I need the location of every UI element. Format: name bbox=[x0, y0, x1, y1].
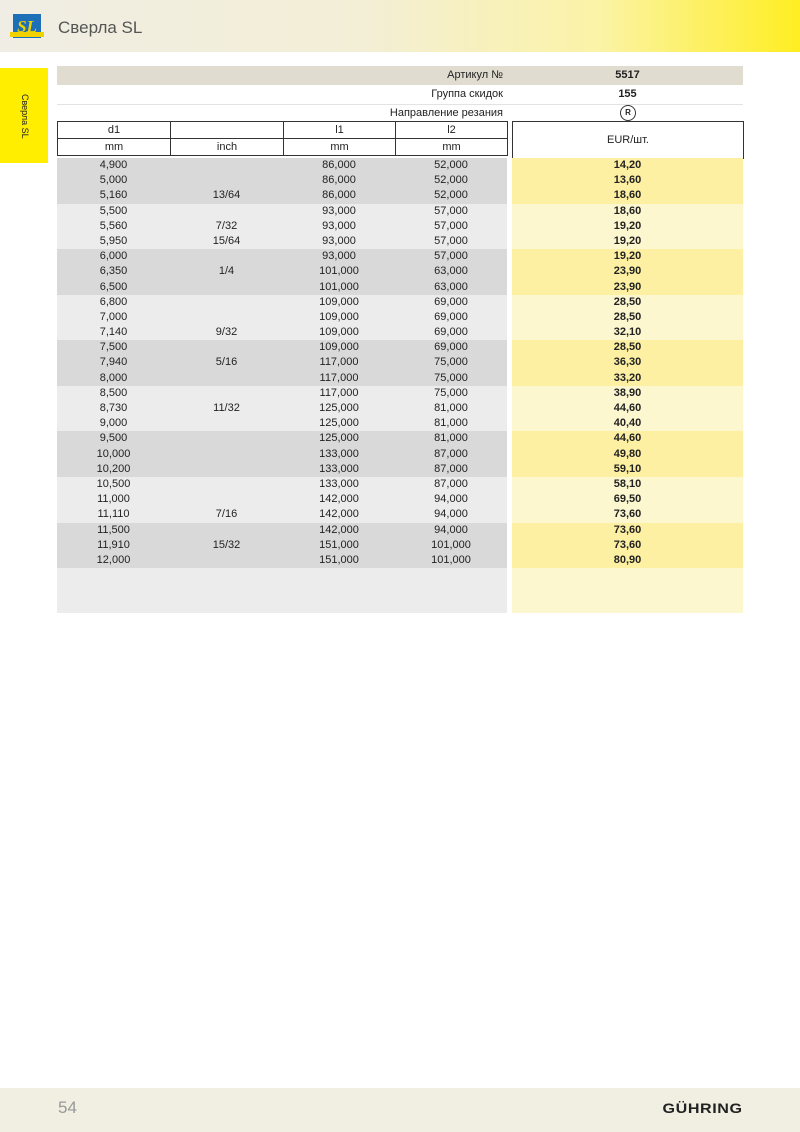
cell-l1: 117,000 bbox=[319, 371, 359, 384]
cell-inch: 15/64 bbox=[212, 234, 241, 247]
cell-d1: 11,910 bbox=[97, 538, 130, 551]
row-group bbox=[57, 158, 507, 204]
cell-l1: 133,000 bbox=[319, 447, 359, 460]
table-row bbox=[57, 355, 507, 370]
price-cell: 80,90 bbox=[613, 553, 642, 566]
cell-l2: 63,000 bbox=[434, 265, 468, 278]
cell-l1: 142,000 bbox=[319, 508, 359, 521]
cell-inch: 15/32 bbox=[212, 538, 241, 551]
table-row bbox=[57, 188, 507, 203]
cell-d1: 6,800 bbox=[99, 295, 128, 308]
price-cell: 44,60 bbox=[613, 402, 642, 414]
table-row bbox=[57, 523, 507, 538]
row-group bbox=[57, 295, 507, 341]
price-cell: 73,60 bbox=[613, 523, 642, 536]
page-footer bbox=[0, 1088, 800, 1132]
cell-l1: 151,000 bbox=[319, 538, 359, 551]
price-cell: 28,50 bbox=[613, 341, 642, 354]
table-row bbox=[57, 462, 507, 477]
column-header-table bbox=[57, 121, 508, 156]
price-cell: 69,50 bbox=[613, 493, 642, 506]
price-cell: 33,20 bbox=[613, 371, 642, 384]
cell-l2: 57,000 bbox=[434, 234, 468, 247]
direction-row bbox=[57, 104, 743, 122]
table-row bbox=[57, 325, 507, 340]
cell-d1: 5,160 bbox=[99, 189, 128, 202]
price-group bbox=[512, 204, 743, 250]
price-cell: 49,80 bbox=[613, 447, 642, 460]
page-number: 54 bbox=[58, 1098, 77, 1117]
cell-l1: 117,000 bbox=[319, 356, 359, 369]
cell-d1: 5,560 bbox=[99, 219, 128, 232]
cell-d1: 7,940 bbox=[99, 356, 128, 369]
price-group bbox=[512, 523, 743, 569]
price-group bbox=[512, 477, 743, 523]
price-cell: 23,90 bbox=[613, 280, 642, 293]
cell-d1: 7,500 bbox=[99, 341, 128, 354]
cell-l2: 57,000 bbox=[434, 250, 468, 263]
header-inch-blank bbox=[171, 122, 284, 139]
cell-d1: 6,000 bbox=[99, 250, 128, 263]
cell-l1: 133,000 bbox=[319, 462, 359, 475]
cell-l1: 86,000 bbox=[322, 159, 356, 171]
cell-l2: 94,000 bbox=[434, 493, 468, 506]
header-title: Сверла SL bbox=[58, 18, 143, 37]
discount-value: 155 bbox=[618, 88, 637, 100]
row-group bbox=[57, 340, 507, 386]
cell-l2: 57,000 bbox=[434, 204, 468, 217]
cell-l2: 75,000 bbox=[434, 356, 468, 369]
price-cell: 38,90 bbox=[613, 386, 642, 399]
cell-l2: 87,000 bbox=[434, 447, 468, 460]
cell-l1: 117,000 bbox=[319, 386, 359, 399]
price-cell: 14,20 bbox=[613, 159, 642, 171]
cell-l1: 125,000 bbox=[319, 402, 359, 414]
cell-d1: 8,000 bbox=[99, 371, 128, 384]
table-row bbox=[57, 507, 507, 522]
table-row bbox=[57, 538, 507, 553]
article-row bbox=[57, 66, 743, 85]
cell-l2: 94,000 bbox=[434, 523, 468, 536]
cell-d1: 10,200 bbox=[96, 462, 131, 475]
price-cell: 28,50 bbox=[613, 295, 642, 308]
discount-row bbox=[57, 86, 743, 105]
cell-l1: 101,000 bbox=[319, 265, 359, 278]
dimensions-table bbox=[57, 158, 507, 613]
cell-d1: 9,000 bbox=[99, 417, 128, 430]
cell-d1: 12,000 bbox=[96, 553, 131, 566]
cell-inch: 1/4 bbox=[218, 265, 235, 278]
cell-l2: 87,000 bbox=[434, 477, 468, 490]
cell-d1: 10,000 bbox=[96, 447, 131, 460]
price-cell: 18,60 bbox=[613, 204, 642, 217]
unit-l2: mm bbox=[396, 139, 508, 156]
cell-l1: 109,000 bbox=[319, 341, 359, 354]
price-column bbox=[512, 158, 743, 613]
header-l2: l2 bbox=[396, 122, 508, 139]
table-row bbox=[57, 401, 507, 416]
svg-text:SL: SL bbox=[17, 17, 37, 36]
row-group bbox=[57, 477, 507, 523]
cell-l1: 125,000 bbox=[319, 432, 359, 445]
discount-label: Группа скидок bbox=[431, 88, 503, 100]
price-cell: 32,10 bbox=[613, 326, 642, 339]
cell-l2: 101,000 bbox=[431, 553, 471, 566]
side-tab-label: Сверла SL bbox=[20, 94, 30, 139]
price-group bbox=[512, 431, 743, 477]
table-row bbox=[57, 447, 507, 462]
price-cell: 44,60 bbox=[613, 432, 642, 445]
table-row bbox=[57, 386, 507, 401]
header-d1: d1 bbox=[58, 122, 171, 139]
cell-l2: 69,000 bbox=[434, 341, 468, 354]
cell-l2: 63,000 bbox=[434, 280, 468, 293]
table-row bbox=[57, 310, 507, 325]
table-row bbox=[57, 340, 507, 355]
article-value: 5517 bbox=[615, 69, 640, 81]
cell-l2: 52,000 bbox=[434, 159, 468, 171]
cell-l2: 57,000 bbox=[434, 219, 468, 232]
table-row bbox=[57, 295, 507, 310]
table-filler bbox=[57, 568, 507, 613]
table-row bbox=[57, 492, 507, 507]
cell-l2: 94,000 bbox=[434, 508, 468, 521]
cell-l1: 93,000 bbox=[322, 204, 356, 217]
unit-d1: mm bbox=[58, 139, 171, 156]
cell-l1: 109,000 bbox=[319, 326, 359, 339]
table-row bbox=[57, 431, 507, 446]
cell-l2: 81,000 bbox=[434, 402, 468, 414]
cell-l1: 151,000 bbox=[319, 553, 359, 566]
cell-inch: 7/32 bbox=[215, 219, 238, 232]
cell-l1: 125,000 bbox=[319, 417, 359, 430]
price-cell: 58,10 bbox=[613, 477, 642, 490]
row-group bbox=[57, 523, 507, 569]
cell-l1: 86,000 bbox=[322, 174, 356, 187]
cell-l2: 52,000 bbox=[434, 189, 468, 202]
table-row bbox=[57, 264, 507, 279]
cell-d1: 8,730 bbox=[99, 402, 128, 414]
price-cell: 59,10 bbox=[613, 462, 642, 475]
cell-inch: 13/64 bbox=[212, 189, 241, 202]
cell-d1: 7,140 bbox=[99, 326, 128, 339]
price-cell: 19,20 bbox=[613, 219, 642, 232]
row-group bbox=[57, 249, 507, 295]
cell-d1: 6,500 bbox=[99, 280, 128, 293]
cell-l1: 109,000 bbox=[319, 310, 359, 323]
table-row bbox=[57, 173, 507, 188]
table-row bbox=[57, 249, 507, 264]
table-row bbox=[57, 371, 507, 386]
table-row bbox=[57, 477, 507, 492]
cell-d1: 4,900 bbox=[99, 159, 128, 171]
cell-l2: 81,000 bbox=[434, 417, 468, 430]
cell-l1: 101,000 bbox=[319, 280, 359, 293]
cell-l2: 69,000 bbox=[434, 326, 468, 339]
table-row bbox=[57, 416, 507, 431]
cell-l2: 52,000 bbox=[434, 174, 468, 187]
brand-logo: GÜHRING bbox=[662, 1100, 743, 1116]
direction-label: Направление резания bbox=[389, 107, 503, 119]
cell-l1: 142,000 bbox=[319, 523, 359, 536]
cell-d1: 11,110 bbox=[97, 508, 130, 521]
price-cell: 13,60 bbox=[613, 174, 642, 187]
unit-l1: mm bbox=[284, 139, 396, 156]
cell-l1: 93,000 bbox=[322, 234, 356, 247]
price-cell: 73,60 bbox=[613, 508, 642, 521]
price-group bbox=[512, 158, 743, 204]
cell-inch: 5/16 bbox=[215, 356, 238, 369]
cell-inch: 7/16 bbox=[215, 508, 238, 521]
cell-d1: 5,950 bbox=[99, 234, 128, 247]
price-group bbox=[512, 249, 743, 295]
right-hand-cutting-icon: R bbox=[620, 105, 636, 121]
article-label: Артикул № bbox=[447, 69, 503, 81]
table-row bbox=[57, 280, 507, 295]
sl-logo-icon bbox=[10, 12, 44, 42]
price-group bbox=[512, 340, 743, 386]
row-group bbox=[57, 204, 507, 250]
cell-l2: 69,000 bbox=[434, 310, 468, 323]
cell-d1: 6,350 bbox=[99, 265, 128, 278]
cell-l2: 69,000 bbox=[434, 295, 468, 308]
unit-inch: inch bbox=[171, 139, 284, 156]
price-cell: 19,20 bbox=[613, 250, 642, 263]
price-group bbox=[512, 386, 743, 432]
cell-d1: 11,500 bbox=[97, 523, 130, 536]
table-row bbox=[57, 219, 507, 234]
price-cell: 18,60 bbox=[613, 189, 642, 202]
table-row bbox=[57, 234, 507, 249]
page-header bbox=[0, 0, 800, 52]
table-row bbox=[57, 553, 507, 568]
cell-d1: 10,500 bbox=[96, 477, 131, 490]
price-cell: 73,60 bbox=[613, 538, 642, 551]
cell-d1: 7,000 bbox=[99, 310, 128, 323]
table-row bbox=[57, 204, 507, 219]
table-row bbox=[57, 158, 507, 173]
price-cell: 19,20 bbox=[613, 234, 642, 247]
cell-l1: 86,000 bbox=[322, 189, 356, 202]
cell-l1: 93,000 bbox=[322, 219, 356, 232]
cell-l2: 81,000 bbox=[434, 432, 468, 445]
cell-inch: 9/32 bbox=[215, 326, 238, 339]
cell-d1: 8,500 bbox=[99, 386, 128, 399]
cell-l1: 93,000 bbox=[322, 250, 356, 263]
price-cell: 40,40 bbox=[613, 417, 642, 430]
cell-l1: 133,000 bbox=[319, 477, 359, 490]
cell-l2: 87,000 bbox=[434, 462, 468, 475]
header-l1: l1 bbox=[284, 122, 396, 139]
price-filler bbox=[512, 568, 743, 613]
cell-l1: 109,000 bbox=[319, 295, 359, 308]
price-cell: 23,90 bbox=[613, 265, 642, 278]
price-cell: 36,30 bbox=[613, 356, 642, 369]
cell-d1: 5,500 bbox=[99, 204, 128, 217]
cell-l1: 142,000 bbox=[319, 493, 359, 506]
price-cell: 28,50 bbox=[613, 310, 642, 323]
cell-d1: 9,500 bbox=[99, 432, 128, 445]
price-group bbox=[512, 295, 743, 341]
cell-l2: 75,000 bbox=[434, 386, 468, 399]
cell-inch: 11/32 bbox=[213, 402, 240, 414]
cell-d1: 11,000 bbox=[97, 493, 130, 506]
cell-l2: 101,000 bbox=[431, 538, 471, 551]
row-group bbox=[57, 386, 507, 432]
cell-d1: 5,000 bbox=[99, 174, 128, 187]
cell-l2: 75,000 bbox=[434, 371, 468, 384]
row-group bbox=[57, 431, 507, 477]
price-header: EUR/шт. bbox=[512, 121, 744, 159]
